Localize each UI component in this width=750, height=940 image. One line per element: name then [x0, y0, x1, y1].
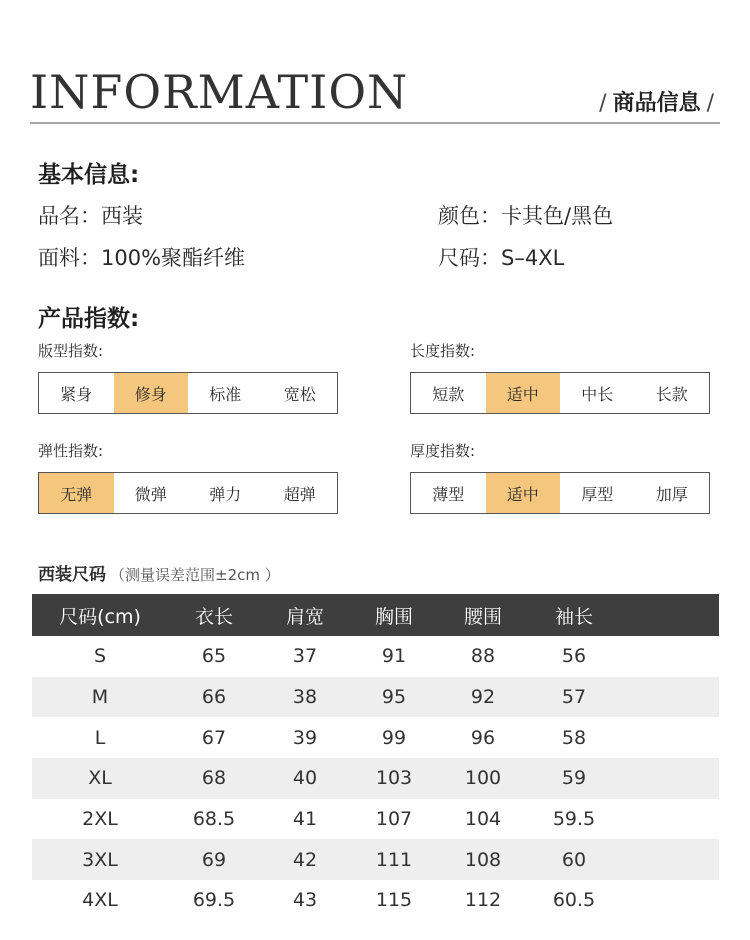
table-cell: 43	[292, 889, 318, 912]
elasticity-option: 无弹	[39, 473, 114, 513]
table-row	[32, 880, 719, 921]
size-chart-note: （测量误差范围±2cm ）	[110, 566, 280, 584]
table-cell: 56	[561, 645, 587, 668]
table-cell: 57	[561, 686, 587, 709]
header-cell-chest: 胸围	[374, 605, 413, 628]
table-cell: 68.5	[192, 808, 236, 831]
table-cell: 68	[201, 767, 227, 790]
product-name-value: 西装	[101, 204, 143, 228]
elasticity-index-scale	[38, 472, 338, 514]
table-cell: 95	[381, 686, 407, 709]
table-cell: 60.5	[552, 889, 596, 912]
elasticity-option: 弹力	[209, 484, 242, 504]
slash-left: /	[599, 91, 607, 116]
table-cell: 37	[292, 645, 318, 668]
size-value: S–4XL	[501, 246, 565, 270]
fit-index-label: 版型指数:	[38, 342, 104, 360]
length-option: 适中	[486, 373, 561, 413]
fabric-label: 面料：	[38, 246, 101, 270]
table-cell: 59.5	[552, 808, 596, 831]
page-title: INFORMATION	[30, 65, 409, 119]
table-cell: 99	[381, 726, 407, 749]
length-index-label: 长度指数:	[410, 342, 476, 360]
table-cell: 4XL	[82, 889, 118, 912]
table-cell: 96	[470, 726, 496, 749]
table-cell: 107	[375, 808, 413, 831]
table-cell: 40	[292, 767, 318, 790]
thickness-option: 薄型	[432, 484, 465, 504]
table-cell: 91	[381, 645, 407, 668]
size-table	[32, 594, 719, 921]
size-row	[438, 242, 564, 272]
table-cell: 100	[464, 767, 502, 790]
table-cell: 103	[375, 767, 413, 790]
size-table-header	[32, 594, 719, 636]
thickness-index-scale	[410, 472, 710, 514]
slash-right: /	[706, 91, 714, 116]
table-cell: S	[93, 645, 107, 668]
table-cell: 104	[464, 808, 502, 831]
table-cell: L	[94, 726, 106, 749]
table-cell: 115	[375, 889, 413, 912]
fabric-value: 100%聚酯纤维	[101, 246, 246, 270]
product-name-label: 品名：	[38, 204, 101, 228]
table-cell: 39	[292, 726, 318, 749]
color-row	[438, 200, 613, 230]
color-label: 颜色：	[438, 204, 501, 228]
table-row	[32, 758, 719, 799]
table-cell: 65	[201, 645, 227, 668]
table-row	[32, 636, 719, 677]
length-option: 长款	[655, 384, 688, 404]
subtitle-text: 商品信息	[612, 91, 701, 116]
fit-option: 紧身	[60, 384, 93, 404]
thickness-option: 厚型	[581, 484, 614, 504]
size-chart-caption	[38, 560, 280, 585]
thickness-index-label: 厚度指数:	[410, 442, 476, 460]
color-value: 卡其色/黑色	[501, 204, 614, 228]
table-cell: 38	[292, 686, 318, 709]
table-cell: 92	[470, 686, 496, 709]
table-cell: 69	[201, 848, 227, 871]
header-cell-length: 衣长	[194, 605, 233, 628]
fit-option: 修身	[114, 373, 189, 413]
table-cell: 3XL	[82, 848, 118, 871]
product-name-row	[38, 200, 143, 230]
header-cell-shoulder: 肩宽	[285, 605, 324, 628]
table-cell: 112	[464, 889, 502, 912]
header-cell-sleeve: 袖长	[554, 605, 593, 628]
elasticity-index-label: 弹性指数:	[38, 442, 104, 460]
fit-option: 标准	[209, 384, 242, 404]
table-cell: 111	[375, 848, 413, 871]
thickness-option: 加厚	[655, 484, 688, 504]
table-cell: 66	[201, 686, 227, 709]
table-cell: 2XL	[82, 808, 118, 831]
length-index-scale	[410, 372, 710, 414]
table-cell: 41	[292, 808, 318, 831]
size-label: 尺码：	[438, 246, 501, 270]
header	[30, 64, 720, 124]
basic-info-title: 基本信息:	[38, 162, 140, 188]
product-index-title: 产品指数:	[38, 306, 140, 332]
size-chart-title: 西装尺码	[38, 565, 106, 585]
table-cell: 88	[470, 645, 496, 668]
table-cell: XL	[88, 767, 112, 790]
table-cell: 42	[292, 848, 318, 871]
table-row	[32, 717, 719, 758]
fit-option: 宽松	[283, 384, 316, 404]
table-row	[32, 839, 719, 880]
header-cell-size: 尺码(cm)	[59, 605, 141, 628]
table-cell: 58	[561, 726, 587, 749]
table-row	[32, 677, 719, 718]
header-cell-waist: 腰围	[463, 605, 502, 628]
size-table-body	[32, 636, 719, 921]
fit-index-scale	[38, 372, 338, 414]
thickness-option: 适中	[486, 473, 561, 513]
table-cell: 69.5	[192, 889, 236, 912]
length-option: 短款	[432, 384, 465, 404]
table-cell: M	[91, 686, 109, 709]
table-cell: 108	[464, 848, 502, 871]
table-cell: 67	[201, 726, 227, 749]
fabric-row	[38, 242, 245, 272]
table-cell: 60	[561, 848, 587, 871]
page-subtitle	[593, 86, 720, 117]
elasticity-option: 微弹	[134, 484, 167, 504]
table-cell: 59	[561, 767, 587, 790]
length-option: 中长	[581, 384, 614, 404]
elasticity-option: 超弹	[283, 484, 316, 504]
table-row	[32, 799, 719, 840]
